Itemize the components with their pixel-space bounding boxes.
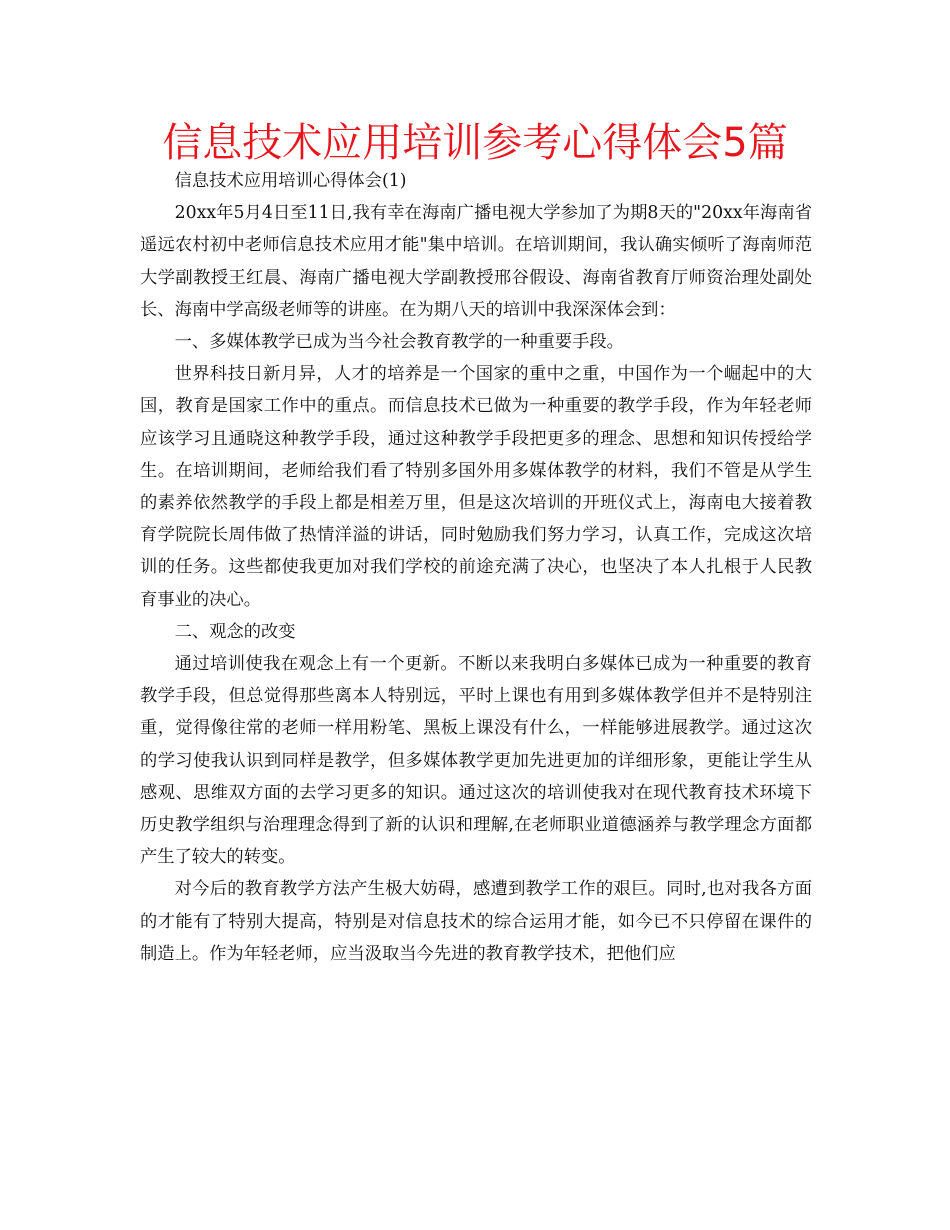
document-body	[140, 165, 812, 970]
paragraph-subtitle: 信息技术应用培训心得体会(1)	[174, 171, 407, 191]
paragraph-section-1: 世界科技日新月异，人才的培养是一个国家的重中之重，中国作为一个崛起中的大国，教育是国家工作中的重点。而信息技术已做为一种重要的教学手段，作为年轻老师应该学习且通晓这种教学手段，通过这种教学手段把更多的理念、思想和知识传授给学生。在培训期间，老师给我们看了特别多国外用多媒体教学的材料，我们不管是从学生的素养依然教学的手段上都是相差万里，但是这次培训的开班仪式上，海南电大接着教育学院院长周伟做了热情洋溢的讲话，同时勉励我们努力学习，认真工作，完成这次培训的任务。这些都使我更加对我们学校的前途充满了决心，也坚决了本人扎根于人民教育事业的决心。	[140, 364, 812, 610]
section-heading-1: 一、多媒体教学已成为当今社会教育教学的一种重要手段。	[174, 332, 624, 353]
document-title: 信息技术应用培训参考心得体会5篇	[162, 120, 788, 166]
paragraph-intro: 20xx年5月4日至11日,我有幸在海南广播电视大学参加了为期8天的"20xx年海南省遥远农村初中老师信息技术应用才能"集中培训。在培训期间，我认确实倾听了海南师范大学副教授王红晨、海南广播电视大学副教授邢谷假设、海南省教育厅师资治理处副处长、海南中学高级老师等的讲座。在为期八天的培训中我深深体会到：	[140, 203, 812, 320]
paragraph-continuation: 对今后的教育教学方法产生极大妨碍，感遭到教学工作的艰巨。同时,也对我各方面的才能有了特别大提高，特别是对信息技术的综合运用才能，如今已不只停留在课件的制造上。作为年轻老师，应当汲取当今先进的教育教学技术，把他们应	[140, 879, 812, 964]
paragraph-section-2: 通过培训使我在观念上有一个更新。不断以来我明白多媒体已成为一种重要的教育教学手段，但总觉得那些离本人特别远，平时上课也有用到多媒体教学但并不是特别注重，觉得像往常的老师一样用粉笔、黑板上课没有什么，一样能够进展教学。通过这次的学习使我认识到同样是教学，但多媒体教学更加先进更加的详细形象，更能让学生从感观、思维双方面的去学习更多的知识。通过这次的培训使我对在现代教育技术环境下历史教学组织与治理理念得到了新的认识和理解,在老师职业道德涵养与教学理念方面都产生了较大的转变。	[140, 654, 812, 868]
section-heading-2: 二、观念的改变	[174, 621, 296, 642]
